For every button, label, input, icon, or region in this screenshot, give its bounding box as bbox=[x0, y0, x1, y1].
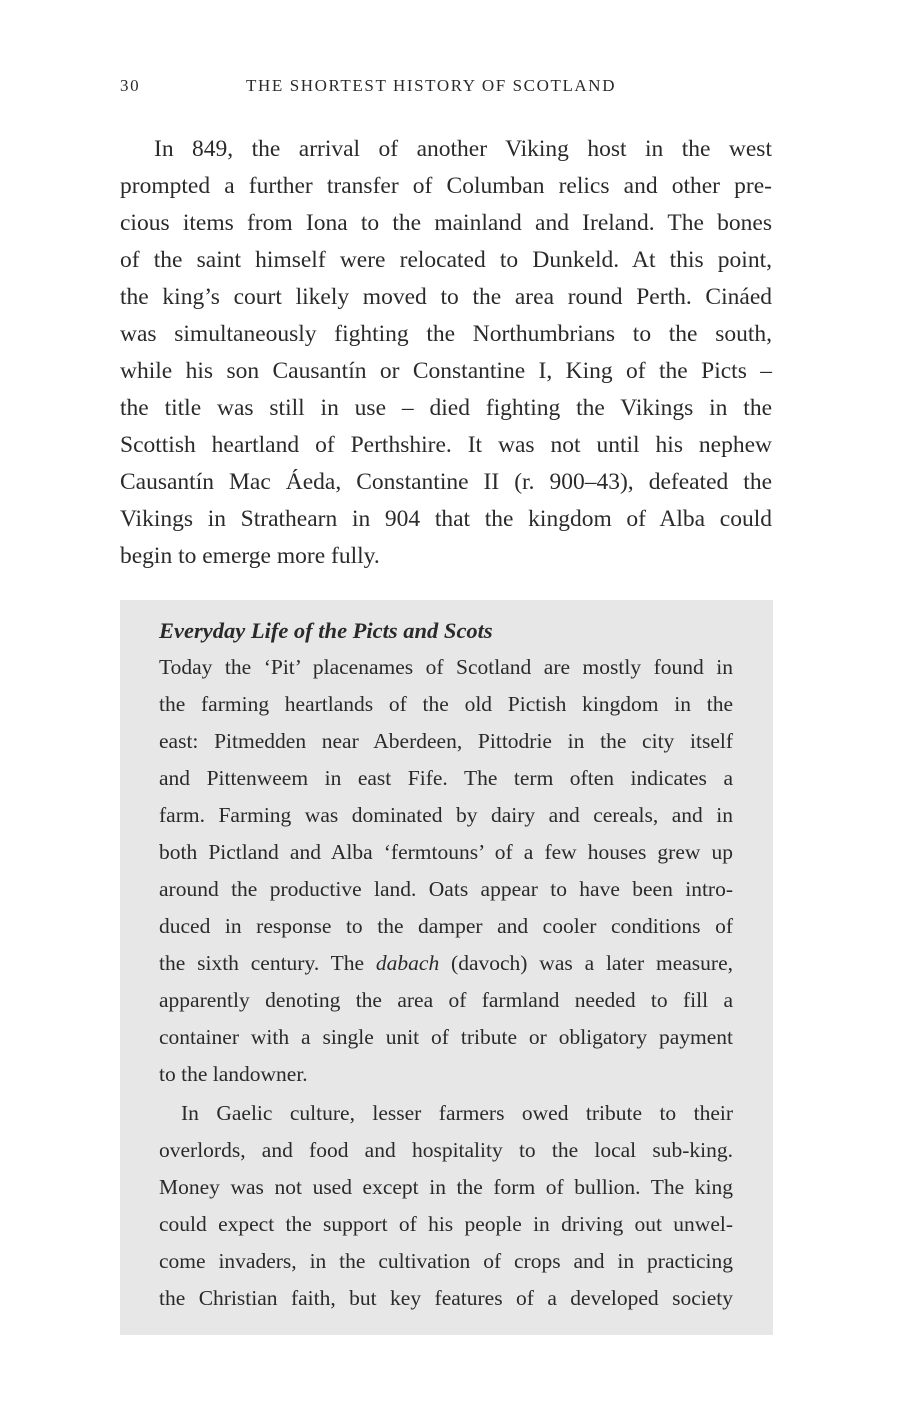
sidebar-line: Money was not used except in the form of bullion. The king bbox=[159, 1175, 733, 1199]
sidebar-title: Everyday Life of the Picts and Scots bbox=[159, 618, 493, 643]
body-line: begin to emerge more fully. bbox=[120, 543, 380, 569]
sidebar-box bbox=[120, 600, 773, 1335]
sidebar-paragraph-1 bbox=[159, 649, 733, 1093]
body-line: prompted a further transfer of Columban relics and other pre- bbox=[120, 173, 772, 199]
body-line: the king’s court likely moved to the area round Perth. Cináed bbox=[120, 284, 772, 310]
sidebar-line: the Christian faith, but key features of a developed society bbox=[159, 1286, 733, 1310]
italic-term: dabach bbox=[375, 951, 440, 975]
sidebar-line: the farming heartlands of the old Pictish kingdom in the bbox=[159, 692, 733, 716]
sidebar-line: farm. Farming was dominated by dairy and cereals, and in bbox=[159, 803, 733, 827]
sidebar-line: overlords, and food and hospitality to the local sub-king. bbox=[159, 1138, 733, 1162]
page-number: 30 bbox=[120, 76, 141, 95]
sidebar-line: In Gaelic culture, lesser farmers owed tribute to their bbox=[181, 1101, 733, 1125]
sidebar-line-with-italic bbox=[159, 945, 733, 982]
sidebar-line: and Pittenweem in east Fife. The term often indicates a bbox=[159, 766, 733, 790]
running-title: THE SHORTEST HISTORY OF SCOTLAND bbox=[246, 76, 617, 95]
body-paragraph bbox=[120, 131, 772, 575]
sidebar-line: both Pictland and Alba ‘fermtouns’ of a few houses grew up bbox=[159, 840, 733, 864]
sidebar-paragraph-2 bbox=[159, 1095, 733, 1317]
body-line: Vikings in Strathearn in 904 that the kingdom of Alba could bbox=[120, 506, 772, 532]
sidebar-line: apparently denoting the area of farmland needed to fill a bbox=[159, 988, 733, 1012]
sidebar-line: east: Pitmedden near Aberdeen, Pittodrie in the city itself bbox=[159, 729, 733, 753]
body-line: the title was still in use – died fighting the Vikings in the bbox=[120, 395, 772, 421]
sidebar-line: Today the ‘Pit’ placenames of Scotland are mostly found in bbox=[159, 655, 733, 679]
sidebar-line: come invaders, in the cultivation of crops and in practicing bbox=[159, 1249, 733, 1273]
body-line: Scottish heartland of Perthshire. It was not until his nephew bbox=[120, 432, 772, 458]
line-text-before: the sixth century. The bbox=[159, 951, 376, 975]
sidebar-content bbox=[159, 613, 733, 1317]
body-line: of the saint himself were relocated to Dunkeld. At this point, bbox=[120, 247, 772, 273]
sidebar-line: to the landowner. bbox=[159, 1062, 308, 1086]
body-line: was simultaneously fighting the Northumbrians to the south, bbox=[120, 321, 772, 347]
body-line: cious items from Iona to the mainland and Ireland. The bones bbox=[120, 210, 772, 236]
body-line: while his son Causantín or Constantine I, King of the Picts – bbox=[120, 358, 772, 384]
line-text-after: (davoch) was a later measure, bbox=[439, 951, 733, 975]
body-line: In 849, the arrival of another Viking host in the west bbox=[154, 136, 772, 162]
sidebar-line: container with a single unit of tribute or obligatory payment bbox=[159, 1025, 733, 1049]
running-head bbox=[120, 76, 772, 100]
sidebar-line: around the productive land. Oats appear to have been intro- bbox=[159, 877, 733, 901]
body-line: Causantín Mac Áeda, Constantine II (r. 900–43), defeated the bbox=[120, 469, 772, 495]
sidebar-line: could expect the support of his people in driving out unwel- bbox=[159, 1212, 733, 1236]
sidebar-line: duced in response to the damper and cooler conditions of bbox=[159, 914, 733, 938]
